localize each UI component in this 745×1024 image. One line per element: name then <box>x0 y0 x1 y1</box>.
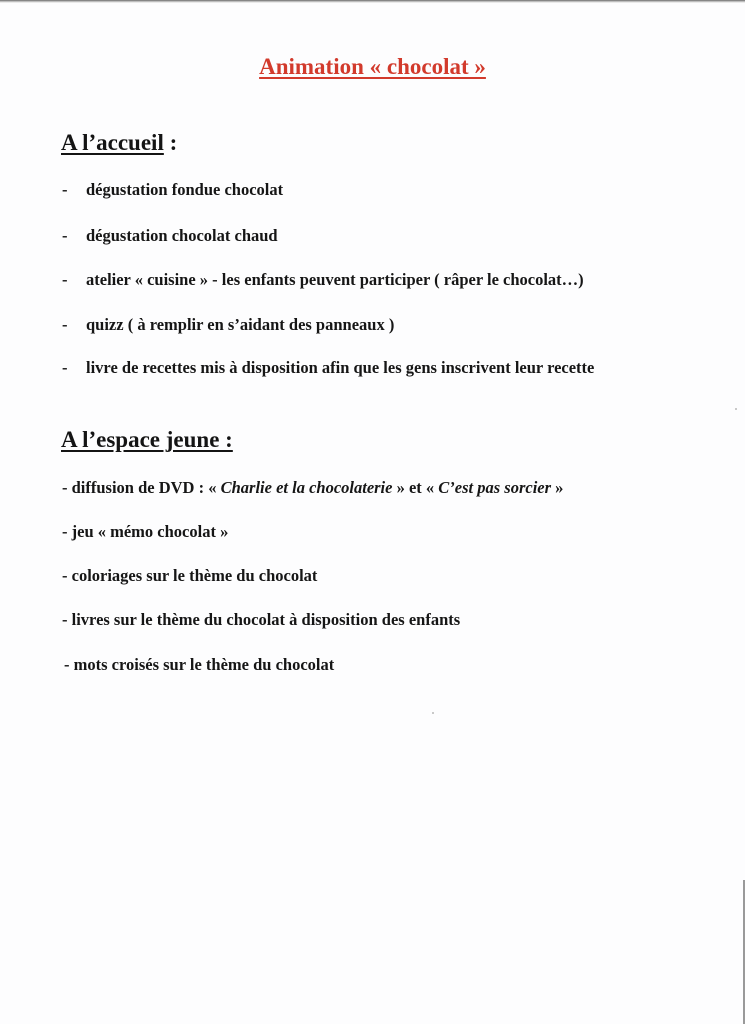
list-item-text: quizz ( à remplir en s’aidant des panneaux ) <box>86 315 395 334</box>
list-item <box>62 610 460 630</box>
section-heading-espace-jeune-text: A l’espace jeune : <box>61 427 233 452</box>
document-title-text: Animation « chocolat » <box>259 54 486 79</box>
dvd-title-cest-pas-sorcier: C’est pas sorcier <box>438 478 552 497</box>
list-item-suffix: » <box>551 478 564 497</box>
list-item-text: - jeu « mémo chocolat » <box>62 522 229 541</box>
section-heading-accueil <box>61 130 177 156</box>
list-item <box>62 478 563 498</box>
list-item <box>64 655 334 675</box>
list-item-text: atelier « cuisine » - les enfants peuvent participer ( râper le chocolat…) <box>86 270 584 289</box>
list-item <box>62 522 228 542</box>
section-heading-accueil-colon: : <box>163 130 178 155</box>
scan-top-edge <box>0 0 745 3</box>
section-heading-accueil-text: A l’accueil <box>61 130 164 155</box>
list-item-text: - mots croisés sur le thème du chocolat <box>64 655 335 674</box>
list-item-middle: » et « <box>392 478 439 497</box>
list-item-text: dégustation chocolat chaud <box>86 226 278 245</box>
scan-speck <box>735 408 737 410</box>
bullet-dash: - <box>62 180 68 199</box>
section-heading-espace-jeune <box>61 427 233 453</box>
list-item-text: - livres sur le thème du chocolat à disposition des enfants <box>62 610 461 629</box>
list-item-text: livre de recettes mis à disposition afin que les gens inscrivent leur recette <box>86 358 595 377</box>
list-item <box>62 566 317 586</box>
document-title <box>0 54 745 80</box>
list-item-text: - coloriages sur le thème du chocolat <box>62 566 318 585</box>
dvd-title-charlie: Charlie et la chocolaterie <box>220 478 393 497</box>
bullet-dash: - <box>62 315 68 334</box>
bullet-dash: - <box>62 226 68 245</box>
list-item-text: dégustation fondue chocolat <box>86 180 284 199</box>
list-item-prefix: - diffusion de DVD : « <box>62 478 221 497</box>
bullet-dash: - <box>62 358 68 377</box>
scan-speck <box>432 712 434 714</box>
bullet-dash: - <box>62 270 68 289</box>
